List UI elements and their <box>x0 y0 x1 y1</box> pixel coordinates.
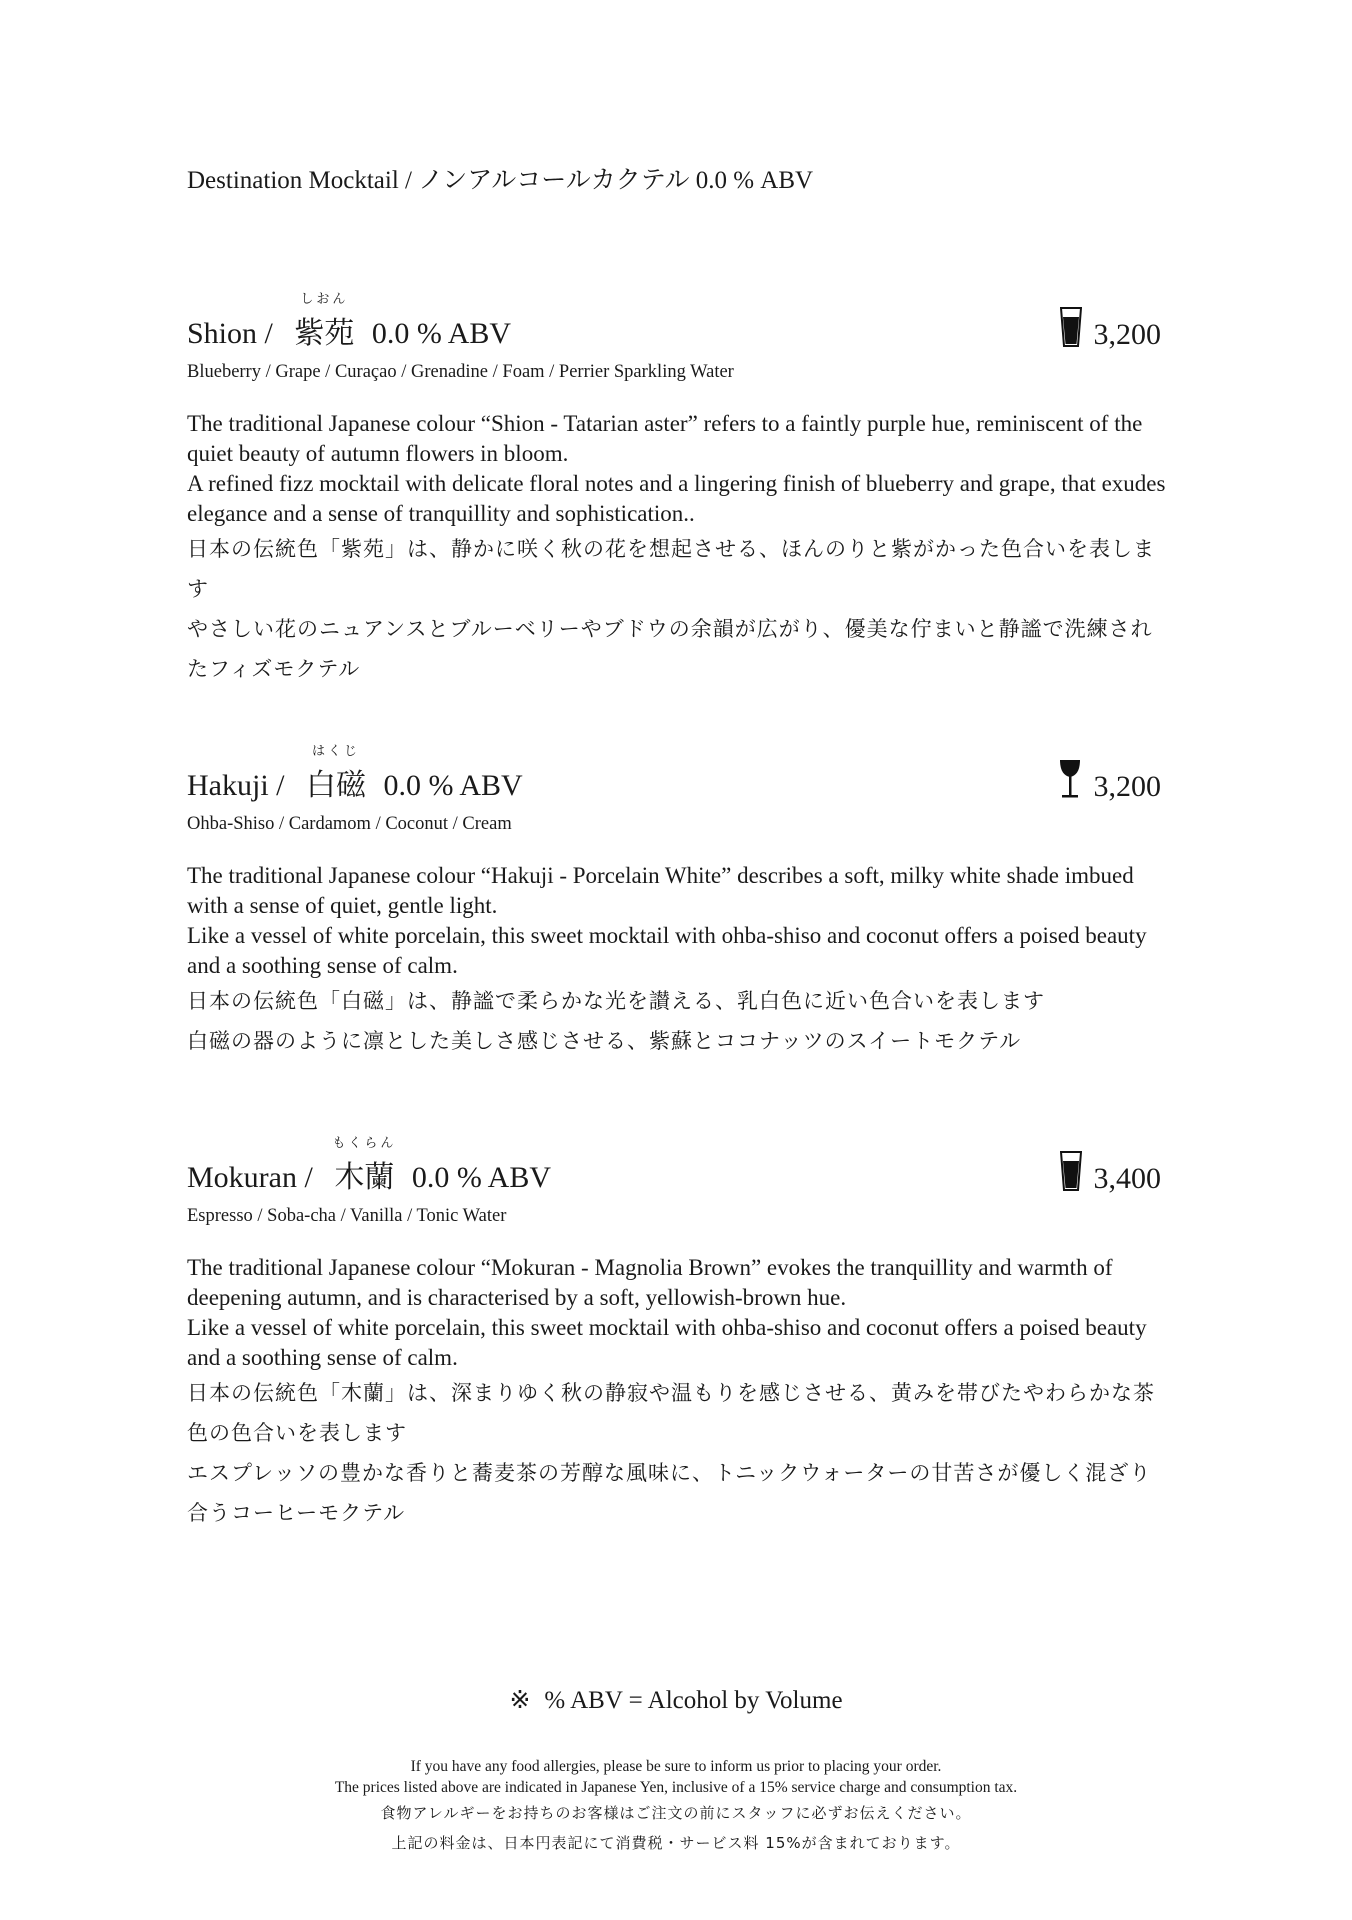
price-notice-ja: 上記の料金は、日本円表記にて消費税・サービス料 15%が含まれております。 <box>391 1834 961 1852</box>
item-description <box>187 861 1167 1061</box>
item-name-en: Mokuran / <box>187 1161 313 1194</box>
item-kanji-wrap <box>294 292 355 352</box>
wine-glass-icon <box>1058 759 1082 804</box>
allergy-notice-ja: 食物アレルギーをお持ちのお客様はご注文の前にスタッフに必ずお伝えください。 <box>380 1804 972 1822</box>
item-desc-en-1: The traditional Japanese colour “Shion - Tatarian aster” refers to a faintly purple hue, reminiscent of the quiet beauty of autumn flowers in bloom. <box>187 411 1143 466</box>
item-abv: 0.0 % ABV <box>411 1161 552 1194</box>
item-price: 3,400 <box>1093 1162 1161 1195</box>
item-furigana: はくじ <box>311 744 361 759</box>
price-notice-en: The prices listed above are indicated in Japanese Yen, inclusive of a 15% service charge and consumption tax. <box>334 1779 1018 1796</box>
item-ingredients: Blueberry / Grape / Curaçao / Grenadine / Foam / Perrier Sparkling Water <box>187 362 734 382</box>
item-desc-en-1: The traditional Japanese colour “Hakuji - Porcelain White” describes a soft, milky white shade imbued with a sense of quiet, gentle light. <box>187 863 1134 918</box>
item-name-en: Shion / <box>187 317 273 350</box>
item-price-block <box>1060 1151 1162 1196</box>
item-title <box>187 1136 552 1196</box>
abv-note <box>0 1685 1352 1715</box>
item-furigana: もくらん <box>332 1136 397 1151</box>
menu-item-hakuji <box>187 744 1167 1061</box>
item-desc-ja-2: やさしい花のニュアンスとブルーベリーやブドウの余韻が広がり、優美な佇まいと静謐で洗練されたフィズモクテル <box>187 617 1153 681</box>
section-header: Destination Mocktail / ノンアルコールカクテル 0.0 % ABV <box>187 167 814 194</box>
item-title-row <box>187 292 1167 352</box>
item-desc-en-2: Like a vessel of white porcelain, this sweet mocktail with ohba-shiso and coconut offers a poised beauty and a soothing sense of calm. <box>187 1315 1147 1370</box>
item-price-block <box>1060 307 1162 352</box>
tumbler-glass-icon <box>1060 307 1082 352</box>
item-ingredients: Ohba-Shiso / Cardamom / Coconut / Cream <box>187 814 512 834</box>
item-name-en: Hakuji / <box>187 769 285 802</box>
item-abv: 0.0 % ABV <box>383 769 523 802</box>
reference-mark-icon: ※ <box>509 1685 531 1714</box>
item-ingredients: Espresso / Soba-cha / Vanilla / Tonic Water <box>187 1206 507 1226</box>
item-desc-en-2: Like a vessel of white porcelain, this sweet mocktail with ohba-shiso and coconut offers a poised beauty and a soothing sense of calm. <box>187 923 1147 978</box>
item-desc-ja-2: 白磁の器のように凛とした美しさ感じさせる、紫蘇とココナッツのスイートモクテル <box>187 1029 1022 1053</box>
item-abv: 0.0 % ABV <box>371 317 512 350</box>
item-desc-en-1: The traditional Japanese colour “Mokuran - Magnolia Brown” evokes the tranquillity and warmth of deepening autumn, and is characterised by a soft, yellowish-brown hue. <box>187 1255 1113 1310</box>
item-description <box>187 409 1167 689</box>
item-kanji: 木蘭 <box>334 1160 395 1195</box>
allergy-notice-en: If you have any food allergies, please be sure to inform us prior to placing your order. <box>410 1758 942 1775</box>
menu-item-shion <box>187 292 1167 689</box>
item-furigana: しおん <box>300 292 349 307</box>
item-title <box>187 744 523 804</box>
item-desc-ja-2: エスプレッソの豊かな香りと蕎麦茶の芳醇な風味に、トニックウォーターの甘苦さが優しく混ざり合うコーヒーモクテル <box>187 1461 1152 1525</box>
item-title <box>187 292 512 352</box>
item-description <box>187 1253 1167 1533</box>
item-desc-ja-1: 日本の伝統色「木蘭」は、深まりゆく秋の静寂や温もりを感じさせる、黄みを帯びたやわらかな茶色の色合いを表します <box>187 1381 1155 1445</box>
item-kanji: 白磁 <box>306 768 366 803</box>
item-price: 3,200 <box>1093 770 1161 803</box>
footer-notice <box>0 1756 1352 1858</box>
item-kanji-wrap <box>332 1136 397 1196</box>
item-title-row <box>187 1136 1167 1196</box>
abv-note-text: % ABV = Alcohol by Volume <box>544 1687 843 1714</box>
item-kanji-wrap <box>306 744 366 804</box>
item-title-row <box>187 744 1167 804</box>
tumbler-glass-icon <box>1060 1151 1082 1196</box>
item-price: 3,200 <box>1093 318 1161 351</box>
menu-item-mokuran <box>187 1136 1167 1533</box>
item-kanji: 紫苑 <box>294 316 355 351</box>
item-desc-ja-1: 日本の伝統色「紫苑」は、静かに咲く秋の花を想起させる、ほんのりと紫がかった色合いを表します <box>187 537 1155 601</box>
item-desc-en-2: A refined fizz mocktail with delicate floral notes and a lingering finish of blueberry and grape, that exudes elegance and a sense of tranquillity and sophistication.. <box>187 471 1166 526</box>
item-desc-ja-1: 日本の伝統色「白磁」は、静謐で柔らかな光を讃える、乳白色に近い色合いを表します <box>187 989 1045 1013</box>
item-price-block <box>1058 759 1162 804</box>
